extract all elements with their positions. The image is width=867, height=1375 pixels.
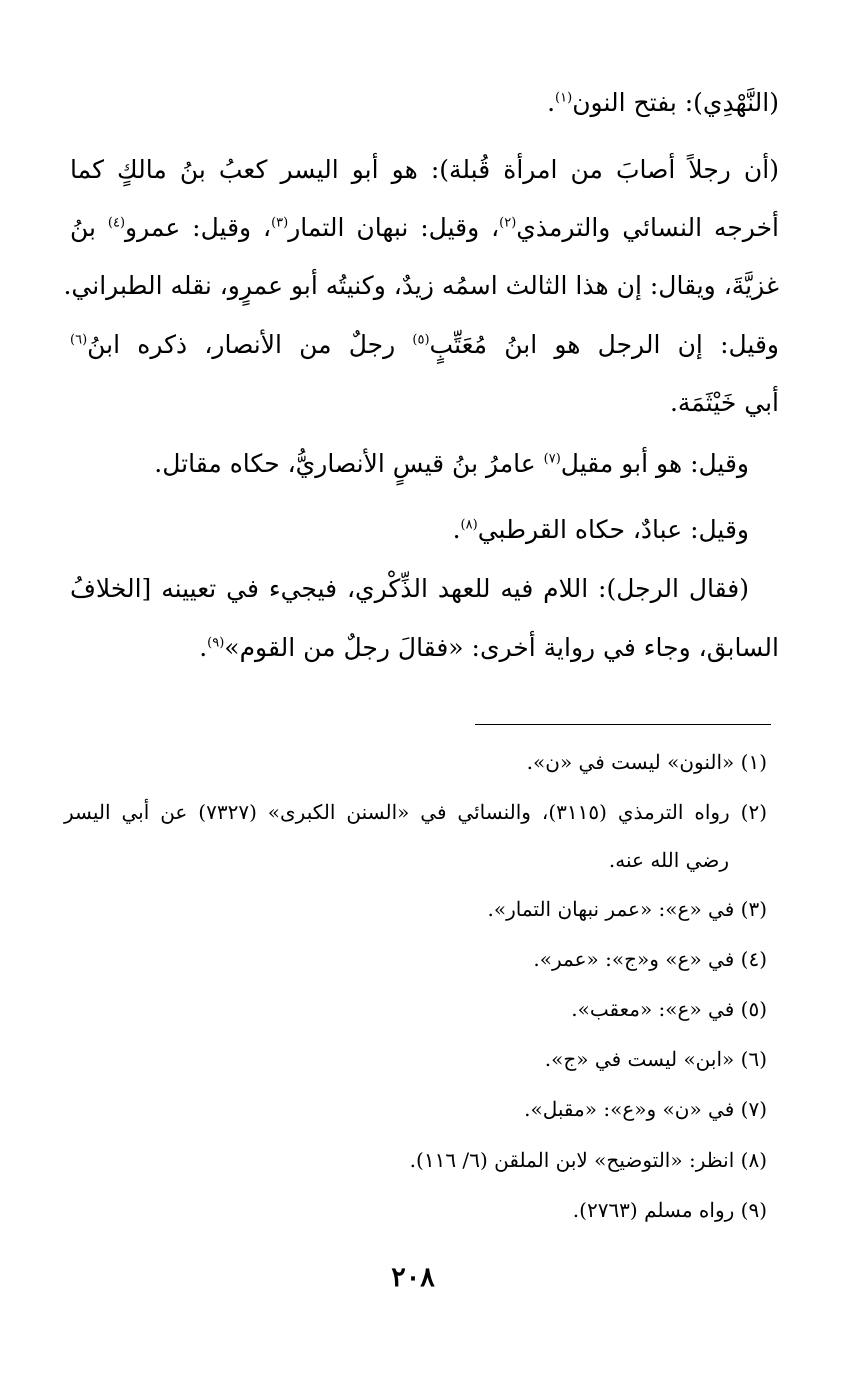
footnote-marker: (٣)	[271, 215, 289, 231]
footnote-marker: (٢)	[499, 215, 517, 231]
text-line-3: أخرجه النسائي والترمذي$^{(٢)}$، وقيل: نبهان التمار$^{(٣)}$، وقيل: عمرو$^{(٤)}$ بنُ	[70, 213, 780, 242]
footnote-9: (٩) رواه مسلم (٢٧٦٣).	[572, 1198, 767, 1222]
text-line-7: وقيل: هو أبو مقيل$^{(٧)}$ عامرُ بنُ قيسٍ الأنصاريُّ، حكاه مقاتل.	[154, 449, 749, 478]
text-line-5: وقيل: إن الرجل هو ابنُ مُعَتِّبٍ$^{(٥)}$ رجلٌ من الأنصار، ذكره ابنُ$^{(٦)}$	[70, 330, 779, 359]
footnote-4: (٤) في «ع» و«ج»: «عمر».	[533, 947, 767, 971]
footnote-8: (٨) انظر: «التوضيح» لابن الملقن (٦/ ١١٦).	[409, 1148, 767, 1172]
footnote-marker: (٨)	[460, 517, 478, 533]
footnote-3: (٣) في «ع»: «عمر نبهان التمار».	[487, 897, 767, 921]
page-number: ٢٠٨	[391, 1262, 435, 1293]
text-line-10: السابق، وجاء في رواية أخرى: «فقالَ رجلٌ من القوم»$^{(٩)}$.	[199, 633, 779, 662]
footnote-2: (٢) رواه الترمذي (٣١١٥)، والنسائي في «السنن الكبرى» (٧٣٢٧) عن أبي اليسر	[64, 800, 767, 824]
text-line-8: وقيل: عبادٌ، حكاه القرطبي$^{(٨)}$.	[452, 515, 749, 544]
footnote-1: (١) «النون» ليست في «ن».	[526, 750, 767, 774]
text-line-9: (فقال الرجل): اللام فيه للعهد الذِّكْري، فيجيء في تعيينه [الخلافُ	[70, 574, 749, 603]
text-line-1: (النَّهْدِي): بفتح النون$^{(١)}$.	[547, 88, 779, 117]
footnote-5: (٥) في «ع»: «معقب».	[571, 997, 767, 1021]
footnote-6: (٦) «ابن» ليست في «ج».	[544, 1047, 767, 1071]
footnote-marker: (١)	[555, 90, 573, 106]
text-line-6: أبي خَيْثَمَة.	[669, 388, 779, 417]
footnote-marker: (٦)	[70, 332, 88, 348]
footnote-2-continuation: رضي الله عنه.	[608, 848, 729, 872]
footnote-marker: (٩)	[207, 635, 225, 651]
text-line-4: غزيَّةَ، ويقال: إن هذا الثالث اسمُه زيدٌ، وكنيتُه أبو عمرٍو، نقله الطبراني.	[63, 271, 779, 300]
footnote-marker: (٤)	[107, 215, 126, 231]
text-line-2: (أن رجلاً أصابَ من امرأة قُبلة): هو أبو اليسر كعبُ بنُ مالكٍ كما	[70, 155, 779, 184]
footnote-marker: (٥)	[412, 332, 430, 348]
footnote-marker: (٧)	[543, 451, 561, 467]
footnote-separator	[475, 724, 771, 725]
footnote-7: (٧) في «ن» و«ع»: «مقبل».	[524, 1097, 767, 1121]
